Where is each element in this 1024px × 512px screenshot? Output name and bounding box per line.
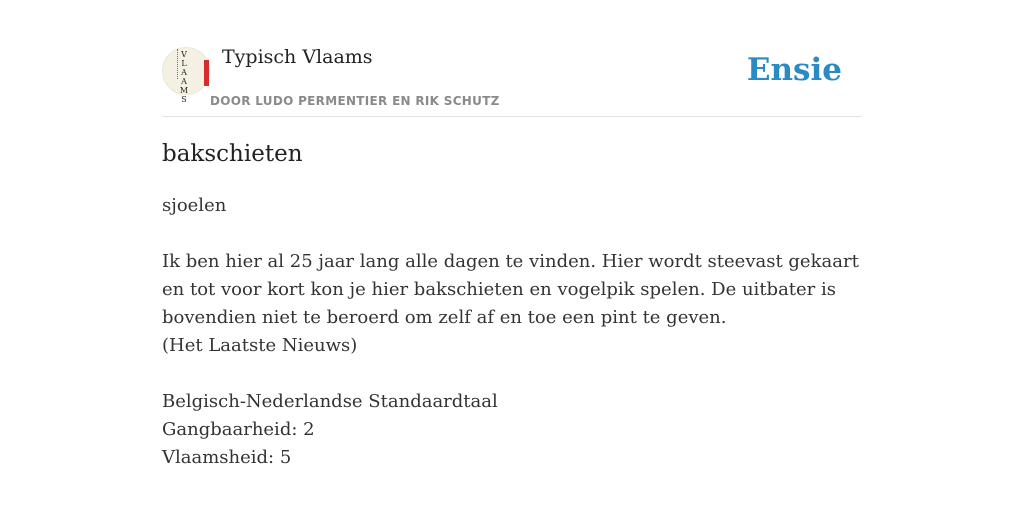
entry-synonym: sjoelen — [162, 195, 227, 216]
entry-gangbaarheid: Gangbaarheid: 2 — [162, 419, 315, 440]
ensie-logo[interactable]: Ensie — [746, 52, 842, 88]
avatar-letters: V L A A M S — [179, 50, 189, 104]
book-authors: DOOR LUDO PERMENTIER EN RIK SCHUTZ — [210, 94, 500, 108]
entry-vlaamsheid: Vlaamsheid: 5 — [162, 447, 292, 468]
entry-card — [162, 0, 862, 512]
book-cover-avatar[interactable] — [162, 47, 210, 104]
book-title[interactable]: Typisch Vlaams — [222, 46, 373, 68]
entry-language: Belgisch-Nederlandse Standaardtaal — [162, 391, 498, 412]
red-bar — [204, 60, 209, 86]
entry-source: (Het Laatste Nieuws) — [162, 335, 358, 356]
entry-quote: Ik ben hier al 25 jaar lang alle dagen te vinden. Hier wordt steevast gekaart en tot voor kort kon je hier bakschieten en vogelpik spelen. De uitbater is bovendien niet te beroerd om zelf af en toe een pint te geven. — [162, 251, 859, 328]
header — [162, 0, 862, 117]
entry-body — [162, 192, 862, 472]
entry-title: bakschieten — [162, 141, 303, 167]
